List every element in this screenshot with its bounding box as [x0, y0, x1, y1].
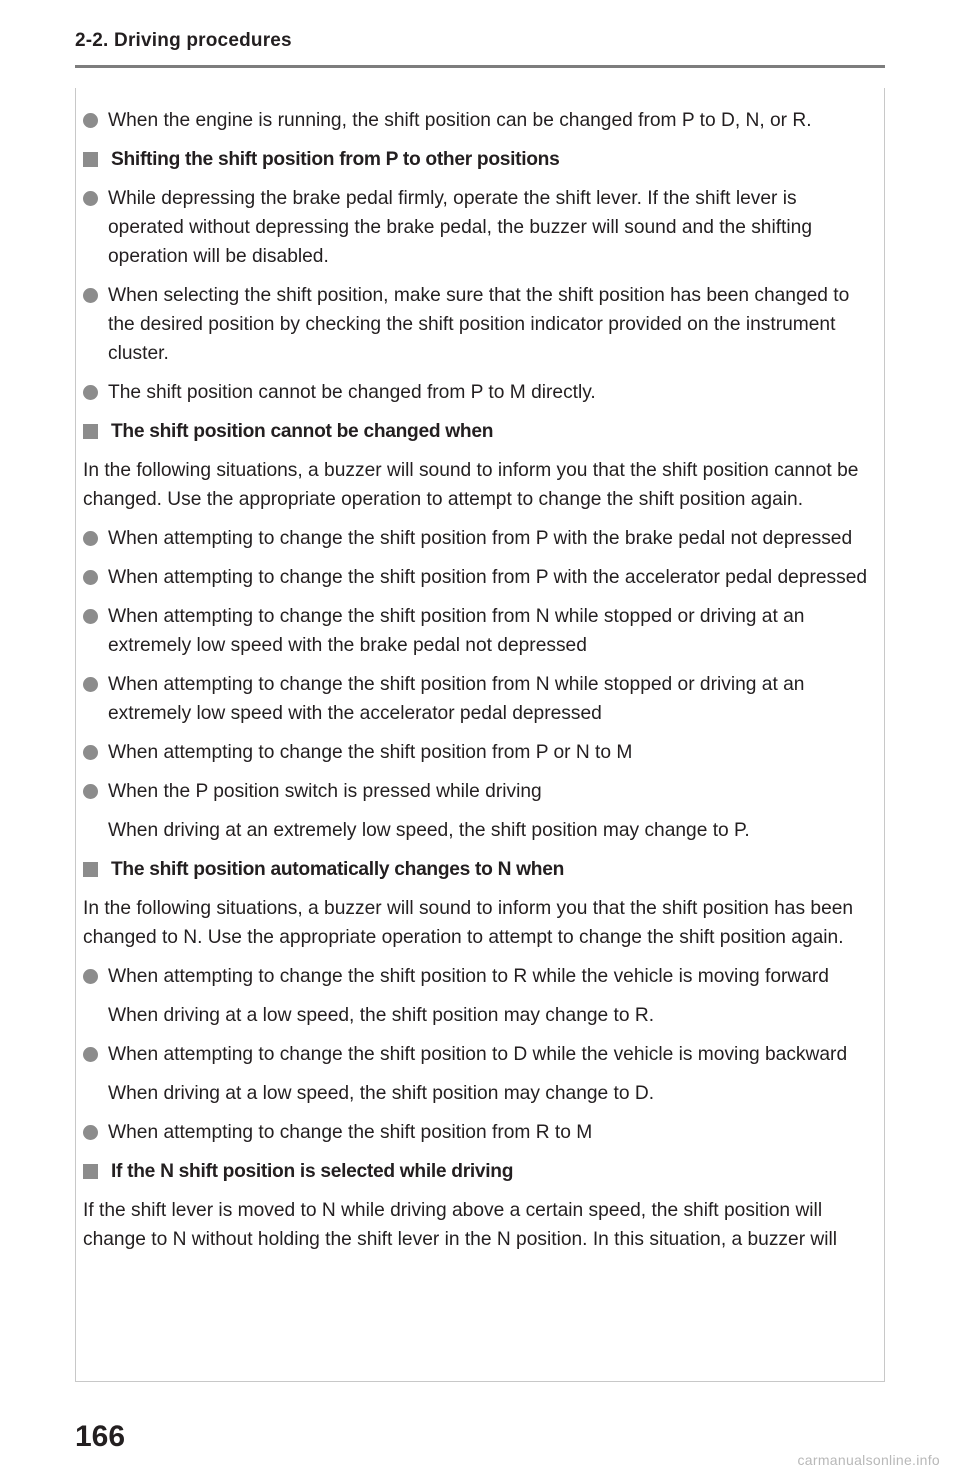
bullet-dot-icon — [83, 385, 98, 400]
item-text: In the following situations, a buzzer will sound to inform you that the shift position cannot be changed. Use the appropriate operation to attempt to change the shift position again. — [83, 460, 859, 510]
bullet-note — [83, 816, 873, 845]
heading-square-icon — [83, 152, 98, 167]
bullet-item — [83, 281, 873, 368]
item-text: When driving at a low speed, the shift position may change to D. — [108, 1083, 655, 1104]
heading-square-icon — [83, 424, 98, 439]
item-text: The shift position cannot be changed from P to M directly. — [108, 382, 596, 403]
bullet-item — [83, 962, 873, 991]
item-text: If the shift lever is moved to N while driving above a certain speed, the shift position will change to N without holding the shift lever in the N position. In this situation, a buzzer will — [83, 1200, 838, 1250]
item-text: If the N shift position is selected while driving — [111, 1161, 514, 1182]
bullet-item — [83, 738, 873, 767]
item-text: When attempting to change the shift position from N while stopped or driving at an extremely low speed with the brake pedal not depressed — [108, 606, 805, 656]
item-text: When attempting to change the shift position from P with the brake pedal not depressed — [108, 528, 853, 549]
item-text: When attempting to change the shift position to R while the vehicle is moving forward — [108, 966, 829, 987]
bullet-dot-icon — [83, 191, 98, 206]
item-text: When selecting the shift position, make sure that the shift position has been changed to the desired position by checking the shift position indicator provided on the instrument cluster. — [108, 285, 850, 364]
paragraph — [83, 456, 873, 514]
bullet-item — [83, 524, 873, 553]
item-text: When attempting to change the shift position from P or N to M — [108, 742, 633, 763]
paragraph — [83, 1196, 873, 1254]
item-text: When the P position switch is pressed while driving — [108, 781, 542, 802]
bullet-item — [83, 1040, 873, 1069]
bullet-item — [83, 378, 873, 407]
bullet-item — [83, 563, 873, 592]
bullet-dot-icon — [83, 1047, 98, 1062]
item-text: When driving at an extremely low speed, the shift position may change to P. — [108, 820, 750, 841]
section-heading — [83, 145, 873, 174]
item-text: When driving at a low speed, the shift position may change to R. — [108, 1005, 655, 1026]
bullet-item — [83, 106, 873, 135]
section-heading — [83, 417, 873, 446]
bullet-item — [83, 602, 873, 660]
bullet-dot-icon — [83, 1125, 98, 1140]
watermark: carmanualsonline.info — [797, 1452, 940, 1468]
bullet-dot-icon — [83, 745, 98, 760]
item-text: While depressing the brake pedal firmly, operate the shift lever. If the shift lever is operated without depressing the brake pedal, the buzzer will sound and the shifting operation will be disabled. — [108, 188, 812, 267]
content-body — [83, 106, 873, 1264]
item-text: When attempting to change the shift position from P with the accelerator pedal depressed — [108, 567, 868, 588]
item-text: When attempting to change the shift position from R to M — [108, 1122, 593, 1143]
bullet-item — [83, 670, 873, 728]
bullet-note — [83, 1001, 873, 1030]
item-text: The shift position automatically changes to N when — [111, 859, 565, 880]
item-text: Shifting the shift position from P to other positions — [111, 149, 560, 170]
section-header: 2-2. Driving procedures — [75, 30, 292, 51]
paragraph — [83, 894, 873, 952]
bullet-dot-icon — [83, 531, 98, 546]
bullet-item — [83, 1118, 873, 1147]
item-text: When attempting to change the shift position to D while the vehicle is moving backward — [108, 1044, 848, 1065]
item-text: When the engine is running, the shift position can be changed from P to D, N, or R. — [108, 110, 812, 131]
header-rule — [75, 65, 885, 68]
item-text: The shift position cannot be changed when — [111, 421, 494, 442]
bullet-dot-icon — [83, 113, 98, 128]
bullet-item — [83, 777, 873, 806]
section-heading — [83, 855, 873, 884]
bullet-dot-icon — [83, 784, 98, 799]
item-text: When attempting to change the shift position from N while stopped or driving at an extremely low speed with the accelerator pedal depressed — [108, 674, 805, 724]
bullet-item — [83, 184, 873, 271]
heading-square-icon — [83, 862, 98, 877]
heading-square-icon — [83, 1164, 98, 1179]
page-number: 166 — [75, 1420, 126, 1453]
bullet-dot-icon — [83, 570, 98, 585]
item-text: In the following situations, a buzzer will sound to inform you that the shift position has been changed to N. Use the appropriate operation to attempt to change the shift position again. — [83, 898, 854, 948]
bullet-dot-icon — [83, 677, 98, 692]
bullet-dot-icon — [83, 609, 98, 624]
bullet-dot-icon — [83, 969, 98, 984]
bullet-note — [83, 1079, 873, 1108]
bullet-dot-icon — [83, 288, 98, 303]
section-heading — [83, 1157, 873, 1186]
